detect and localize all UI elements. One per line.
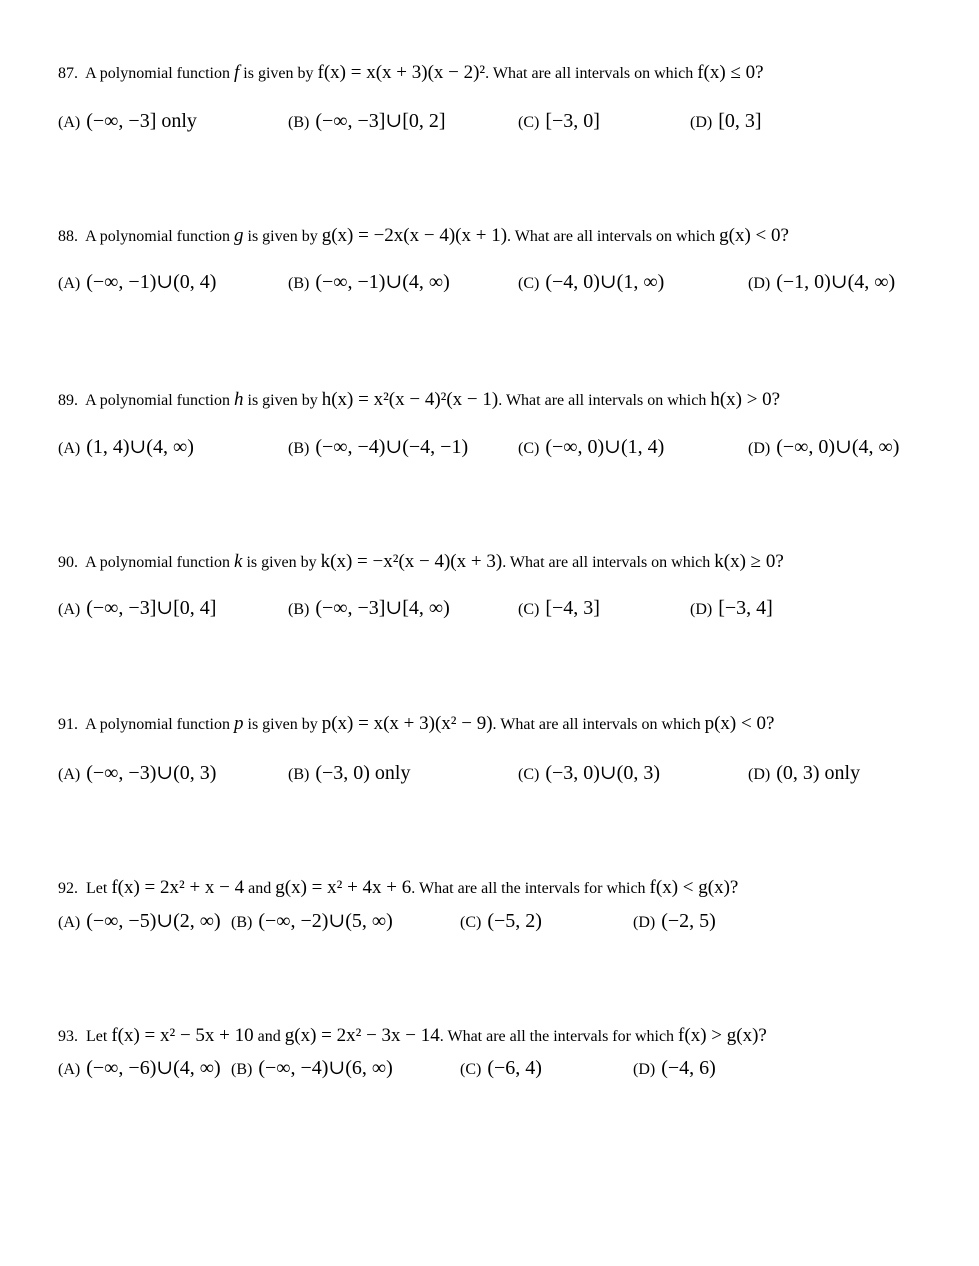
question-number: 92.: [58, 880, 78, 897]
option-a[interactable]: (A) (−∞, −3)∪(0, 3): [58, 762, 217, 784]
question-stem: 89. A polynomial function h is given by h(x) = x²(x − 4)²(x − 1). What are all intervals on which h(x) > 0?: [58, 389, 781, 410]
f-expression: f(x) = 2x² + x − 4: [111, 877, 245, 898]
option-a[interactable]: (A) (−∞, −1)∪(0, 4): [58, 271, 217, 293]
option-b[interactable]: (B) (−∞, −4)∪(6, ∞): [231, 1057, 393, 1079]
function-expression: p(x) = x(x + 3)(x² − 9): [321, 713, 493, 734]
condition: h(x) > 0?: [710, 389, 781, 410]
option-c[interactable]: (C) (−6, 4): [460, 1057, 542, 1079]
option-c[interactable]: (C) (−5, 2): [460, 910, 542, 932]
question-number: 89.: [58, 392, 78, 409]
option-b[interactable]: (B) (−∞, −3]∪[4, ∞): [288, 597, 450, 619]
question-number: 90.: [58, 554, 78, 571]
option-c[interactable]: (C) (−3, 0)∪(0, 3): [518, 762, 661, 784]
condition: f(x) < g(x)?: [649, 877, 739, 898]
option-d[interactable]: (D) (−4, 6): [633, 1057, 716, 1079]
option-b[interactable]: (B) (−∞, −4)∪(−4, −1): [288, 436, 469, 458]
condition: g(x) < 0?: [719, 225, 789, 246]
function-expression: f(x) = x(x + 3)(x − 2)²: [317, 62, 486, 83]
option-d[interactable]: (D) [0, 3]: [690, 110, 762, 132]
function-expression: k(x) = −x²(x − 4)(x + 3): [320, 551, 503, 572]
option-b[interactable]: (B) (−3, 0) only: [288, 762, 411, 784]
question-number: 87.: [58, 65, 78, 82]
question-stem: 91. A polynomial function p is given by p(x) = x(x + 3)(x² − 9). What are all intervals on which p(x) < 0?: [58, 713, 775, 734]
option-a[interactable]: (A) (1, 4)∪(4, ∞): [58, 436, 194, 458]
g-expression: g(x) = x² + 4x + 6: [275, 877, 412, 898]
option-a[interactable]: (A) (−∞, −5)∪(2, ∞): [58, 910, 221, 932]
question-stem: 93. Let f(x) = x² − 5x + 10 and g(x) = 2x² − 3x − 14. What are all the intervals for which f(x) > g(x)?: [58, 1025, 767, 1046]
option-d[interactable]: (D) (−1, 0)∪(4, ∞): [748, 271, 896, 293]
option-c[interactable]: (C) (−4, 0)∪(1, ∞): [518, 271, 665, 293]
f-expression: f(x) = x² − 5x + 10: [111, 1025, 254, 1046]
question-stem: 90. A polynomial function k is given by k(x) = −x²(x − 4)(x + 3). What are all intervals on which k(x) ≥ 0?: [58, 551, 784, 572]
option-d[interactable]: (D) (−∞, 0)∪(4, ∞): [748, 436, 900, 458]
condition: p(x) < 0?: [704, 713, 775, 734]
question-stem: 87. A polynomial function f is given by f(x) = x(x + 3)(x − 2)². What are all intervals on which f(x) ≤ 0?: [58, 62, 764, 83]
option-a[interactable]: (A) (−∞, −3]∪[0, 4]: [58, 597, 217, 619]
option-b[interactable]: (B) (−∞, −1)∪(4, ∞): [288, 271, 450, 293]
option-c[interactable]: (C) [−3, 0]: [518, 110, 600, 132]
question-number: 88.: [58, 228, 78, 245]
function-expression: g(x) = −2x(x − 4)(x + 1): [321, 225, 508, 246]
question-stem: 92. Let f(x) = 2x² + x − 4 and g(x) = x² + 4x + 6. What are all the intervals for which f(x) < g(x)?: [58, 877, 739, 898]
question-number: 93.: [58, 1028, 78, 1045]
option-c[interactable]: (C) [−4, 3]: [518, 597, 600, 619]
option-c[interactable]: (C) (−∞, 0)∪(1, 4): [518, 436, 665, 458]
g-expression: g(x) = 2x² − 3x − 14: [284, 1025, 440, 1046]
option-d[interactable]: (D) (0, 3) only: [748, 762, 861, 784]
condition: f(x) ≤ 0?: [697, 62, 764, 83]
option-a[interactable]: (A) (−∞, −6)∪(4, ∞): [58, 1057, 221, 1079]
question-number: 91.: [58, 716, 78, 733]
option-b[interactable]: (B) (−∞, −3]∪[0, 2]: [288, 110, 446, 132]
condition: f(x) > g(x)?: [678, 1025, 767, 1046]
option-d[interactable]: (D) [−3, 4]: [690, 597, 773, 619]
option-d[interactable]: (D) (−2, 5): [633, 910, 716, 932]
option-a[interactable]: (A) (−∞, −3] only: [58, 110, 197, 132]
option-b[interactable]: (B) (−∞, −2)∪(5, ∞): [231, 910, 393, 932]
function-expression: h(x) = x²(x − 4)²(x − 1): [321, 389, 499, 410]
condition: k(x) ≥ 0?: [714, 551, 784, 572]
question-stem: 88. A polynomial function g is given by g(x) = −2x(x − 4)(x + 1). What are all intervals on which g(x) < 0?: [58, 225, 789, 246]
